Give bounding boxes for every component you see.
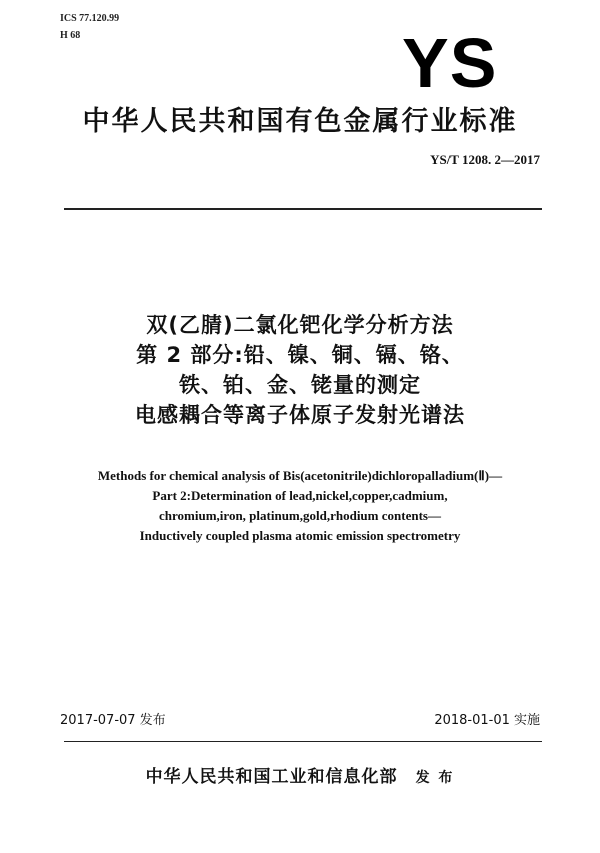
publisher [0,762,600,787]
title-en-line: Part 2:Determination of lead,nickel,copper,cadmium, [152,488,448,503]
ccs-code: H 68 [60,30,81,41]
publisher-name: 中华人民共和国工业和信息化部 [145,767,398,787]
title-en-line: chromium,iron, platinum,gold,rhodium contents— [159,508,441,523]
title-zh-line: 铁、铂、金、铑量的测定 [179,373,421,397]
title-en-line: Inductively coupled plasma atomic emission spectrometry [139,528,461,543]
title-zh-line: 双(乙腈)二氯化钯化学分析方法 [146,313,454,337]
bottom-divider [64,741,542,742]
issue-date: 2017-07-07 发布 [60,713,166,728]
title-en-line: Methods for chemical analysis of Bis(acetonitrile)dichloropalladium(Ⅱ)— [97,468,503,483]
title-zh [0,310,600,430]
standard-number: YS/T 1208. 2—2017 [430,152,540,167]
title-en [0,466,600,546]
top-divider [64,208,542,210]
publisher-action: 发 布 [415,770,455,786]
ics-code: ICS 77.120.99 [60,13,120,24]
standard-category-title: 中华人民共和国有色金属行业标准 [82,106,518,137]
title-zh-line: 电感耦合等离子体原子发射光谱法 [135,403,465,427]
implementation-date: 2018-01-01 实施 [434,713,540,728]
ys-logo: YS [402,24,498,102]
title-zh-line: 第 2 部分:铅、镍、铜、镉、铬、 [136,343,464,367]
